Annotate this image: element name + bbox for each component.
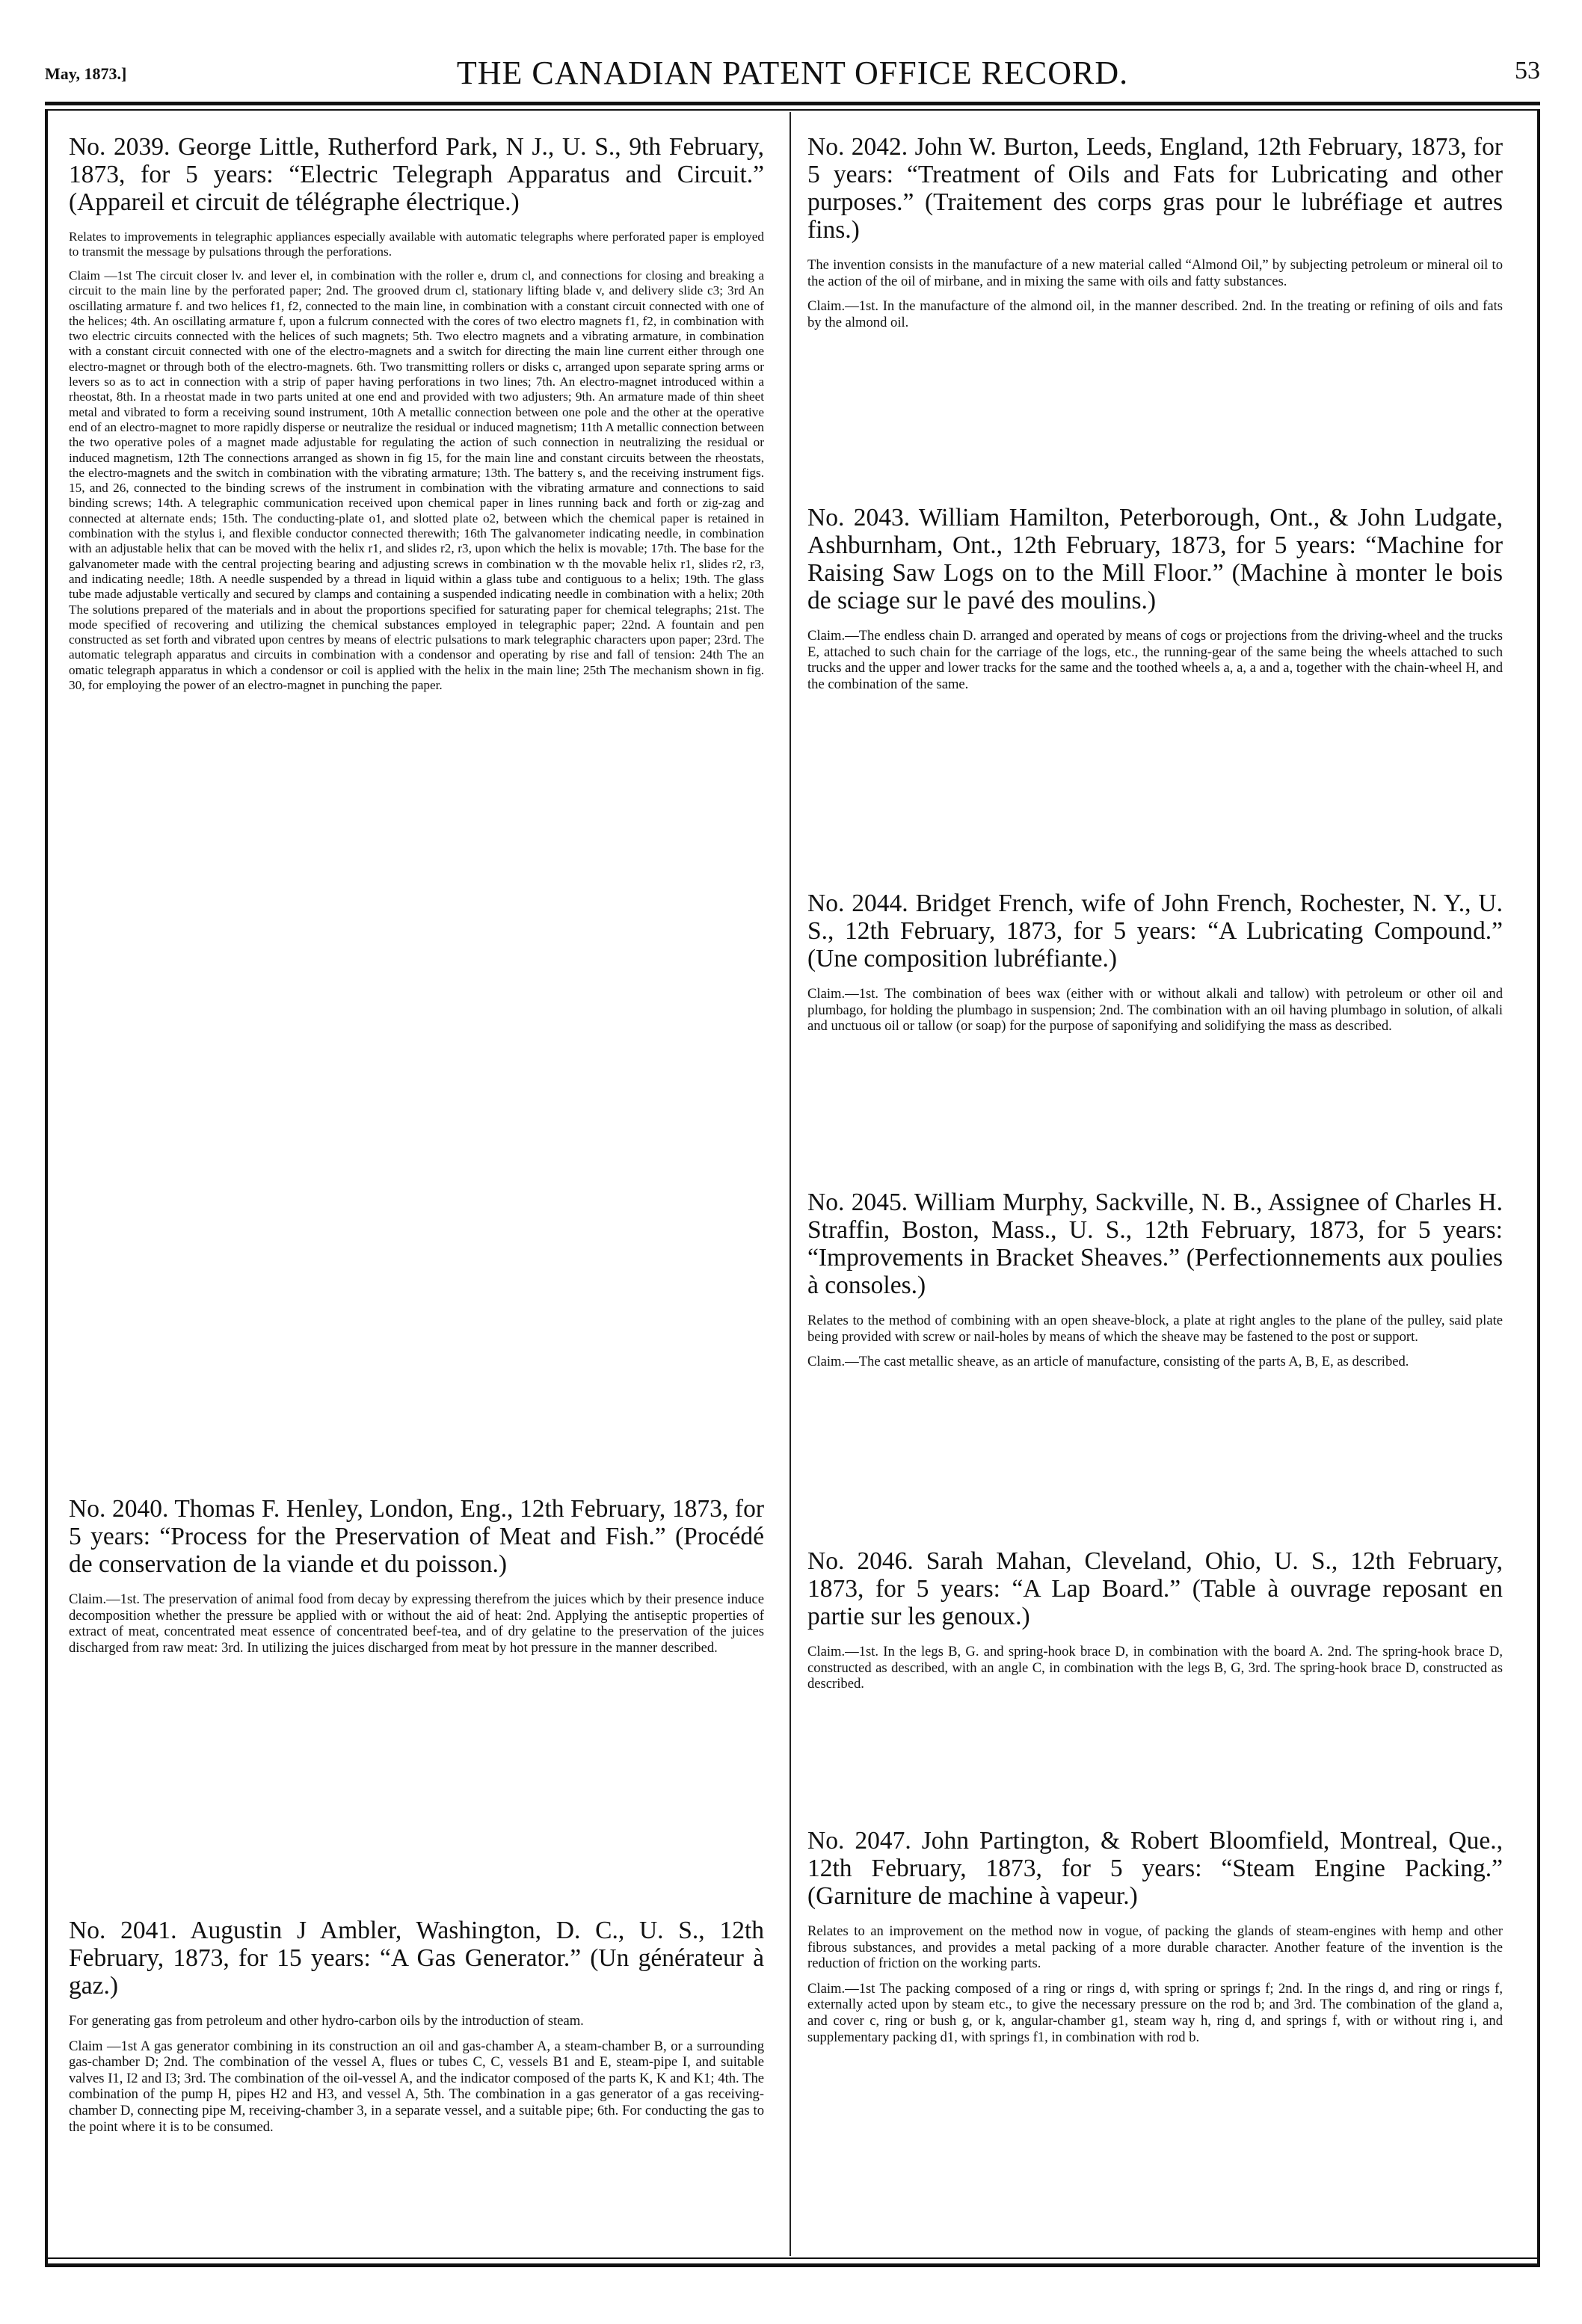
column-divider: [790, 112, 791, 2256]
entry-claim: Claim.—1st. The combination of bees wax (either with or without alkali and tallow) with petroleum or other oil and plumbago, for holding the plumbago in suspension; 2nd. The combination with an oil having plumbago in solution, of alkali and unctuous oil or tallow (or soap) for the purpose of saponifying and solidifying the mass as described.: [807, 986, 1503, 1035]
patent-entry-2041: [69, 1917, 764, 2135]
bottom-rule-thick: [45, 2263, 1540, 2267]
entry-description: Relates to the method of combining with an open sheave-block, a plate at right angles to the plane of the pulley, said plate being provided with screw or nail-holes by means of which the sheave may be fastened to the post or support.: [807, 1313, 1503, 1345]
patent-entry-2040: [69, 1495, 764, 1656]
entry-heading: No. 2044. Bridget French, wife of John French, Rochester, N. Y., U. S., 12th February, 1873, for 5 years: “A Lubricating Compound.” (Une composition lubréfiante.): [807, 890, 1503, 973]
patent-entry-2044: [807, 890, 1503, 1035]
right-border: [1537, 109, 1540, 2265]
entry-description: The invention consists in the manufacture of a new material called “Almond Oil,” by subjecting petroleum or mineral oil to the action of the oil of mirbane, and in mixing the same with oils and fatty substances.: [807, 257, 1503, 289]
entry-heading: No. 2041. Augustin J Ambler, Washington, D. C., U. S., 12th February, 1873, for 15 years: “A Gas Generator.” (Un générateur à gaz.): [69, 1917, 764, 2000]
entry-heading: No. 2046. Sarah Mahan, Cleveland, Ohio, U. S., 12th February, 1873, for 5 years: “A Lap Board.” (Table à ouvrage reposant en partie sur les genoux.): [807, 1547, 1503, 1630]
patent-entry-2039: [69, 133, 764, 693]
entry-description: Relates to improvements in telegraphic appliances especially available with automatic telegraphs where perforated paper is employed to transmit the message by pulsations through the perforations.: [69, 229, 764, 259]
patent-entry-2045: [807, 1189, 1503, 1370]
patent-entry-2042: [807, 133, 1503, 330]
entry-claim: Claim.—1st. In the manufacture of the almond oil, in the manner described. 2nd. In the treating or refining of oils and fats by the almond oil.: [807, 298, 1503, 330]
patent-entry-2047: [807, 1827, 1503, 2045]
entry-heading: No. 2040. Thomas F. Henley, London, Eng., 12th February, 1873, for 5 years: “Process for the Preservation of Meat and Fish.” (Procédé de conservation de la viande et du poisson.): [69, 1495, 764, 1578]
page-header: [45, 54, 1540, 99]
entry-claim: Claim.—1st. In the legs B, G. and spring-hook brace D, in combination with the board A. 2nd. The spring-hook brace D, constructed as described, with an angle C, in combination with the legs B, G, 3rd. The spring-hook brace D, constructed as described.: [807, 1644, 1503, 1692]
entry-heading: No. 2042. John W. Burton, Leeds, England, 12th February, 1873, for 5 years: “Treatment of Oils and Fats for Lubricating and other purposes.” (Traitement des corps gras pour le lubréfiage et autres fins.): [807, 133, 1503, 244]
page-number: 53: [1515, 57, 1540, 84]
entry-claim: Claim —1st A gas generator combining in its construction an oil and gas-chamber A, a steam-chamber B, or a surrounding gas-chamber D; 2nd. The combination of the vessel A, flues or tubes C, C, vessels B1 and E, steam-pipe I, and suitable valves I1, I2 and I3; 3rd. The combination of the oil-vessel A, and the indicator composed of the parts K, K and K1; 4th. The combination of the pump H, pipes H2 and H3, and vessel A, 5th. The combination in a gas generator of a gas receiving-chamber D, connecting pipe M, receiving-chamber 3, in a separate vessel, and a suitable pipe; 6th. For conducting the gas to the point where it is to be consumed.: [69, 2038, 764, 2135]
entry-claim: Claim.—1st The packing composed of a ring or rings d, with spring or springs f; 2nd. In the rings d, and ring or rings f, externally acted upon by steam etc., to give the necessary pressure on the rod b; and 3rd. The combination of the gland a, and cover c, ring or bush g, or k, angular-chamber g1, steam way h, ring d, and springs f, with or without ring i, and supplementary packing d1, with springs f1, in combination with rod b.: [807, 1980, 1503, 2045]
top-rule-thick: [45, 102, 1540, 105]
issue-date: May, 1873.]: [45, 64, 127, 83]
entry-description: For generating gas from petroleum and other hydro-carbon oils by the introduction of steam.: [69, 2013, 584, 2029]
entry-heading: No. 2039. George Little, Rutherford Park, N J., U. S., 9th February, 1873, for 5 years: “Electric Telegraph Apparatus and Circuit.” (Appareil et circuit de télégraphe électrique.): [69, 133, 764, 216]
entry-heading: No. 2045. William Murphy, Sackville, N. B., Assignee of Charles H. Straffin, Boston, Mass., U. S., 12th February, 1873, for 5 years: “Improvements in Bracket Sheaves.” (Perfectionnements aux poulies à consoles.): [807, 1189, 1503, 1299]
bottom-rule-thin: [45, 2257, 1540, 2259]
entry-claim: Claim.—The endless chain D. arranged and operated by means of cogs or projections from the driving-wheel and the trucks E, attached to such chain for the carriage of the logs, etc., the running-gear of the same being the wheels attached to such trucks and the upper and lower tracks for the same and the toothed wheels a, a, a and a, together with the chain-wheel H, and the combination of the same.: [807, 628, 1503, 692]
patent-entry-2046: [807, 1547, 1503, 1692]
entry-heading: No. 2043. William Hamilton, Peterborough, Ont., & John Ludgate, Ashburnham, Ont., 12th February, 1873, for 5 years: “Machine for Raising Saw Logs on to the Mill Floor.” (Machine à monter le bois de sciage sur le pavé des moulins.): [807, 504, 1503, 614]
page-title: THE CANADIAN PATENT OFFICE RECORD.: [456, 55, 1129, 91]
entry-claim: Claim —1st The circuit closer lv. and lever el, in combination with the roller e, drum cl, and connections for closing and breaking a circuit to the main line by the perforated paper; 2nd. The grooved drum cl, stationary lifting blade v, and delivery slide c3; 3rd An oscillating armature f. and two helices f1, f2, connected to the main line, in combination with a constant circuit connected with one of the helices; 4th. An oscillating armature f, upon a fulcrum connected with the cores of two electro magnets f1, f2, in combination with two electric circuits connected with the helices of such magnets; 5th. Two electro magnets and a vibrating armature, in combination with a constant circuit connected with one of the electro-magnets and a switch for directing the main line current either through one electro-magnet or through both of the electro-magnets. 6th. Two transmitting rollers or disks c, arranged upon separate spring arms or levers so as to act in connection with a strip of paper having perforations in two lines; 7th. An electro-magnet introduced within a rheostat, 8th. In a rheostat made in two parts united at one end and provided with two adjusters; 9th. An armature made of thin sheet metal and vibrated to form a receiving sound instrument, 10th A metallic connection between one pole and the other at the operative end of an electro-magnet to more rapidly disperse or neutralize the residual or induced magnetism; 11th A metallic connection between the two operative poles of a magnet made adjustable for regulating the action of such connection in neutralizing the residual or induced magnetism, 12th The connections arranged as shown in fig 15, for the main line and constant circuits between the rheostats, the electro-magnets and the switch in combination with the vibrating armature; 13th. The battery s, and the receiving instrument figs. 15, and 26, connected to the binding screws of the instrument in combination with the vibrating armature and connections to said binding screws; 14th. A telegraphic communication received upon chemical paper in lines running back and forth or zig-zag and connected at alternate ends; 15th. The conducting-plate o1, and slotted plate o2, between which the chemical paper is retained in combination with the stylus i, and flexible conductor connected therewith; 16th The galvanometer indicating needle, in combination with an adjustable helix that can be moved with the helix r1, and slides r2, r3, upon which the helix is movable; 17th. The base for the galvanometer made with the central projecting bearing and adjusting screws in combination w th the movable helix r1, slides r2, r3, and indicating needle; 18th. A needle suspended by a thread in liquid within a glass tube and contiguous to a helix; 19th. The glass tube made adjustable vertically and secured by clamps and containing a suspended indicating needle in combination with a helix; 20th The solutions prepared of the materials and in about the proportions specified for saturating paper for chemical telegraphs; 21st. The mode specified of recovering and utilizing the chemical substances employed in telegraphic paper; 22nd. A fountain and pen constructed as set forth and vibrated upon centres by means of electric pulsations to mark telegraphic characters upon paper; 23rd. The automatic telegraph apparatus and circuits in combination with a condensor and operating by rise and fall of tension: 24th The an omatic telegraph apparatus in which a condensor or coil is applied with the helix in the main line; 25th The mechanism shown in fig. 30, for employing the power of an electro-magnet in punching the paper.: [69, 268, 764, 693]
entry-description: Relates to an improvement on the method now in vogue, of packing the glands of steam-engines with hemp and other fibrous substances, and provides a metal packing of a more durable character. Another feature of the invention is the reduction of friction on the working parts.: [807, 1923, 1503, 1972]
left-border: [45, 109, 48, 2265]
entry-claim: Claim.—1st. The preservation of animal food from decay by expressing therefrom the juices which by their presence induce decomposition whether the pressure be applied with or without the aid of heat: 2nd. Applying the antiseptic properties of extract of meat, concentrated meat essence of concentrated beef-tea, and of dry gelatine to the preservation of the juices discharged from raw meat: 3rd. In utilizing the juices discharged from meat by hot pressure in the manner described.: [69, 1591, 764, 1656]
patent-entry-2043: [807, 504, 1503, 692]
entry-heading: No. 2047. John Partington, & Robert Bloomfield, Montreal, Que., 12th February, 1873, for 5 years: “Steam Engine Packing.” (Garniture de machine à vapeur.): [807, 1827, 1503, 1910]
entry-claim: Claim.—The cast metallic sheave, as an article of manufacture, consisting of the parts A, B, E, as described.: [807, 1354, 1409, 1370]
top-rule-thin: [45, 109, 1540, 111]
